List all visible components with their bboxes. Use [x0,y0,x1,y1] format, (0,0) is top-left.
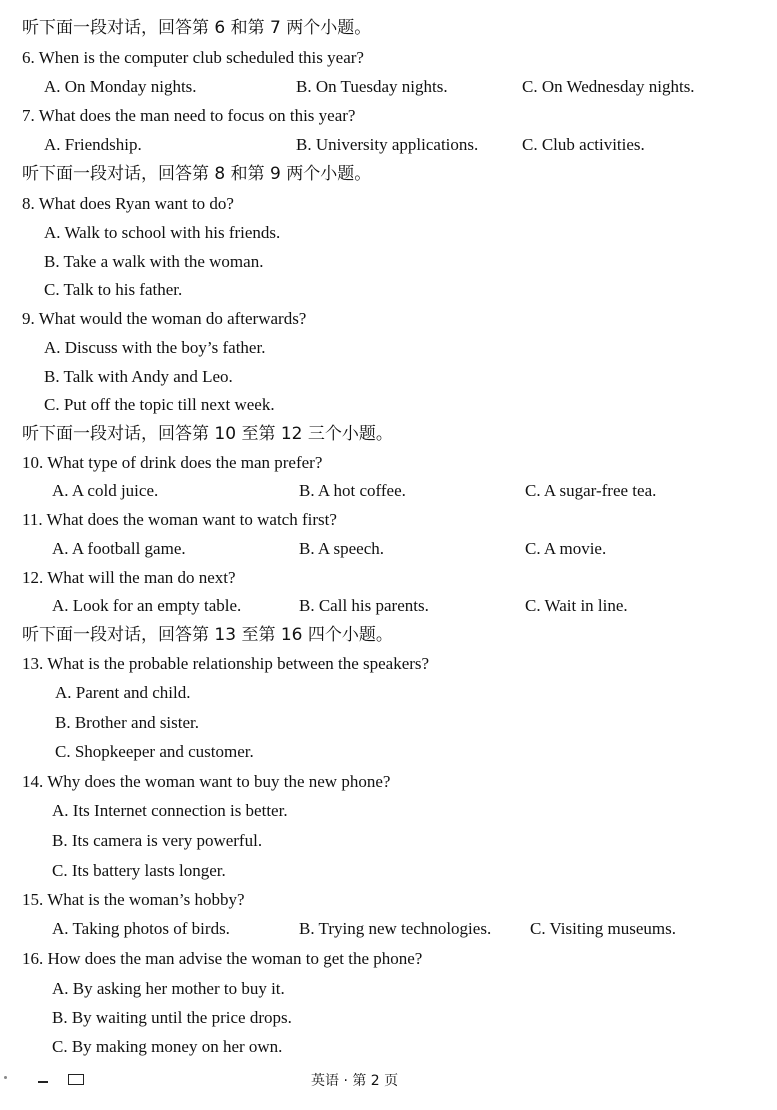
option-row [0,334,777,362]
section-heading [0,160,777,188]
option-row [0,797,777,825]
question-text: 12. What will the man do next? [22,568,236,587]
option-b: B. Talk with Andy and Leo. [44,367,233,386]
option-a: A. Taking photos of birds. [52,919,230,938]
option-a: A. By asking her mother to buy it. [52,979,285,998]
question-7 [0,102,777,130]
question-text: 7. What does the man need to focus on this year? [22,106,356,125]
question-8 [0,190,777,218]
option-a: A. A cold juice. [52,481,159,500]
question-16 [0,945,777,973]
option-c: C. Wait in line. [525,596,628,615]
section-heading-text: 听下面一段对话，回答第 10 至第 12 三个小题。 [22,424,393,444]
option-c: C. A sugar-free tea. [525,481,657,500]
option-row [0,1004,777,1032]
option-row [0,276,777,304]
option-c: C. Shopkeeper and customer. [55,742,254,761]
option-c: C. Visiting museums. [530,919,677,938]
question-12 [0,564,777,592]
option-c: C. Club activities. [522,135,645,154]
option-row [0,248,777,276]
option-b: B. A speech. [299,539,384,558]
question-text: 9. What would the woman do afterwards? [22,309,307,328]
option-row [0,975,777,1003]
option-c: C. Put off the topic till next week. [44,395,275,414]
option-row [0,738,777,766]
options-15 [0,915,777,943]
section-heading-text: 听下面一段对话，回答第 8 和第 9 两个小题。 [22,164,372,184]
option-b: B. Trying new technologies. [299,919,492,938]
section-heading-text: 听下面一段对话，回答第 6 和第 7 两个小题。 [22,18,372,38]
option-c: C. Talk to his father. [44,280,183,299]
page-footer [0,1066,777,1096]
question-text: 6. When is the computer club scheduled this year? [22,48,364,67]
question-text: 11. What does the woman want to watch first? [22,510,337,529]
question-14 [0,768,777,796]
question-10 [0,449,777,477]
section-heading-text: 听下面一段对话，回答第 13 至第 16 四个小题。 [22,625,393,645]
question-text: 13. What is the probable relationship between the speakers? [22,654,430,673]
box-mark [68,1074,84,1085]
section-heading [0,14,777,42]
options-11 [0,535,777,563]
option-row [0,709,777,737]
option-b: B. Brother and sister. [55,713,200,732]
option-b: B. Call his parents. [299,596,429,615]
option-c: C. On Wednesday nights. [522,77,695,96]
page-number: 英语 · 第 2 页 [311,1073,399,1089]
option-row [0,1033,777,1061]
question-13 [0,650,777,678]
options-10 [0,477,777,505]
question-11 [0,506,777,534]
option-c: C. By making money on her own. [52,1037,283,1056]
options-7 [0,131,777,159]
question-text: 8. What does Ryan want to do? [22,194,234,213]
option-b: B. By waiting until the price drops. [52,1008,292,1027]
section-heading [0,420,777,448]
option-a: A. Look for an empty table. [52,596,242,615]
option-b: B. Take a walk with the woman. [44,252,264,271]
dash-mark [38,1081,48,1083]
option-a: A. Its Internet connection is better. [52,801,288,820]
question-text: 16. How does the man advise the woman to get the phone? [22,949,423,968]
option-row [0,391,777,419]
option-row [0,827,777,855]
option-b: B. On Tuesday nights. [296,77,448,96]
question-text: 10. What type of drink does the man prefer? [22,453,323,472]
option-b: B. A hot coffee. [299,481,406,500]
option-row [0,363,777,391]
option-row [0,219,777,247]
option-c: C. A movie. [525,539,607,558]
option-b: B. University applications. [296,135,479,154]
option-a: A. Parent and child. [55,683,191,702]
option-a: A. On Monday nights. [44,77,197,96]
option-a: A. Discuss with the boy’s father. [44,338,266,357]
option-b: B. Its camera is very powerful. [52,831,263,850]
option-row [0,679,777,707]
question-text: 15. What is the woman’s hobby? [22,890,245,909]
options-12 [0,592,777,620]
question-9 [0,305,777,333]
question-6 [0,44,777,72]
option-c: C. Its battery lasts longer. [52,861,226,880]
scan-mark [4,1076,7,1079]
question-text: 14. Why does the woman want to buy the new phone? [22,772,391,791]
option-a: A. A football game. [52,539,186,558]
option-a: A. Friendship. [44,135,142,154]
option-row [0,857,777,885]
section-heading [0,621,777,649]
option-a: A. Walk to school with his friends. [44,223,281,242]
question-15 [0,886,777,914]
options-6 [0,73,777,101]
